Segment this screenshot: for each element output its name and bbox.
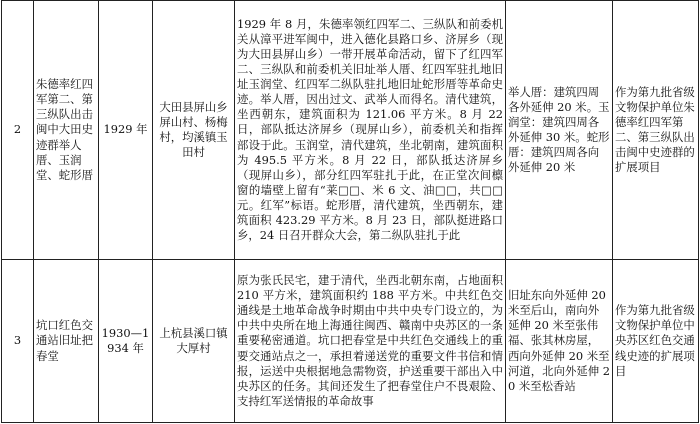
site-location: 上杭县溪口镇大厚村 bbox=[153, 260, 235, 423]
site-name: 朱德率红四军第二、第三纵队出击闽中大田史迹群举人厝、玉润堂、蛇形厝 bbox=[34, 1, 99, 260]
site-description: 1929 年 8 月，朱德率领红四军二、三纵队和前委机关从漳平进军闽中，进入德化县路口乡、济屏乡（现为大田县屏山乡）一带开展革命活动，留下了红四军二、三纵队和前委机关旧址举人厝、红四军驻扎地旧址玉润堂、红四军二纵队驻扎地旧址蛇形厝等革命史迹。举人厝，因出过文、武举人而得名。清代建筑，坐西朝东，建筑面积为 121.06 平方米。8 月 22 日，部队抵达济屏乡（现屏山乡），前委机关和指挥部设于此。玉润堂，清代建筑，坐北朝南，建筑面积为 495.5 平方米。8 月 22 日，部队抵达济屏乡（现屏山乡），部分红四军驻扎于此，在正堂次间檩窗的墙壁上留有“莱□□、米 6 文、油□□，共□□元。红军”标语。蛇形厝，清代建筑，坐西朝东，建筑面积 423.29 平方米。8 月 23 日，部队挺进路口乡，24 日召开群众大会，第二纵队驻扎于此 bbox=[235, 1, 506, 260]
site-location: 大田县屏山乡屏山村、杨梅村，均溪镇玉田村 bbox=[153, 1, 235, 260]
remarks: 作为第九批省级文物保护单位中央苏区红色交通线史迹的扩展项目 bbox=[613, 260, 699, 423]
site-name: 坑口红色交通站旧址把春堂 bbox=[34, 260, 99, 423]
row-number: 2 bbox=[2, 1, 34, 260]
table-row bbox=[2, 1, 699, 260]
site-year: 1930—1934 年 bbox=[99, 260, 153, 423]
protection-range: 旧址东向外延伸 20 米至后山，南向外延伸 20 米至张伟福、张其林房屋，西向外延伸 20 米至河道，北向外延伸 20 米至松香站 bbox=[506, 260, 613, 423]
site-description: 原为张氏民宅，建于清代，坐西北朝东南，占地面积 210 平方米，建筑面积约 188 平方米。中共红色交通线是土地革命战争时期由中共中央专门设立的，为中共中央所在地上海通往闽西、赣南中央苏区的一条重要秘密通道。坑口把春堂是中共红色交通线上的重要交通站点之一，承担着递送党的重要文件书信和情报，运送中央根据地急需物资，护送重要干部出入中央苏区的任务。其间还发生了把春堂住户不畏艰险、支持红军送情报的革命故事 bbox=[235, 260, 506, 423]
remarks: 作为第九批省级文物保护单位朱德率红四军第二、第三纵队出击闽中史迹群的扩展项目 bbox=[613, 1, 699, 260]
heritage-table bbox=[1, 0, 699, 423]
site-year: 1929 年 bbox=[99, 1, 153, 260]
row-number: 3 bbox=[2, 260, 34, 423]
protection-range: 举人厝：建筑四周各外延伸 20 米。玉润堂：建筑四周各外延伸 30 米。蛇形厝：建筑四周各向外延伸 20 米 bbox=[506, 1, 613, 260]
table-row bbox=[2, 260, 699, 423]
